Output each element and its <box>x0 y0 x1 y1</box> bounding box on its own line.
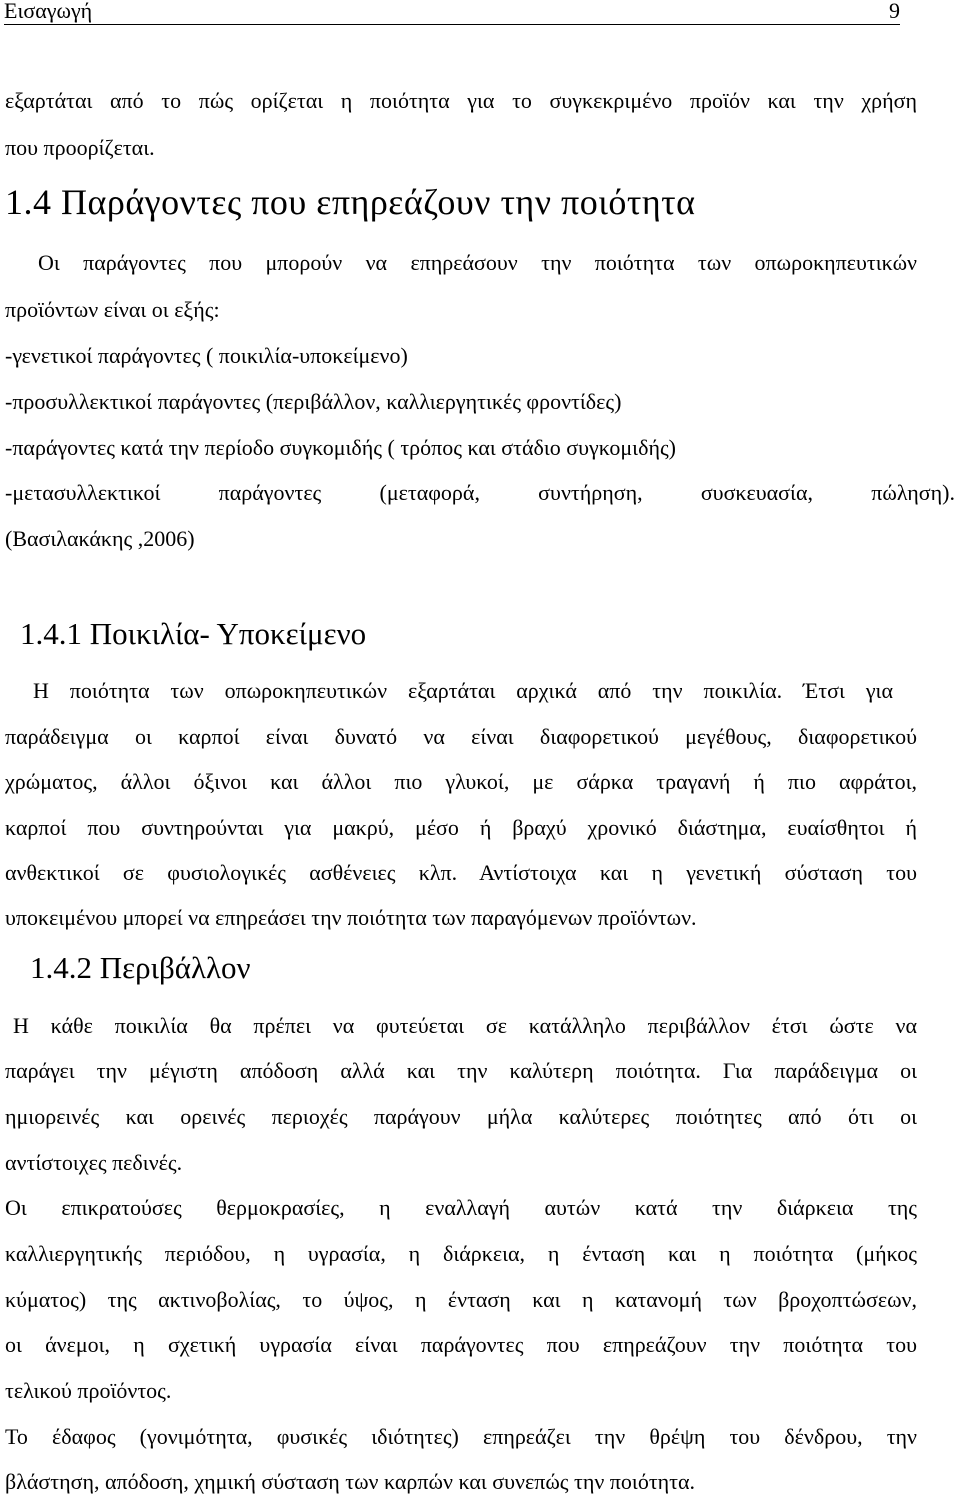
section-1-4-2-line-11: βλάστηση, απόδοση, χημική σύσταση των καρπών και συνεπώς την ποιότητα. <box>5 1469 696 1494</box>
section-1-4-1-line-6: υποκειμένου μπορεί να επηρεάσει την ποιότητα των παραγόμενων προϊόντων. <box>5 905 697 930</box>
section-1-4-1-line-3: χρώματος, άλλοι όξινοι και άλλοι πιο γλυκοί, με σάρκα τραγανή ή πιο αφράτοι, <box>5 769 917 794</box>
section-1-4-2-line-10: Το έδαφος (γονιμότητα, φυσικές ιδιότητες) επηρεάζει την θρέψη του δένδρου, την <box>5 1424 917 1449</box>
section-1-4-line-5: -παράγοντες κατά την περίοδο συγκομιδής ( τρόπος και στάδιο συγκομιδής) <box>5 435 676 460</box>
section-1-4-2-heading: 1.4.2 Περιβάλλον <box>30 950 251 985</box>
section-1-4-1-heading: 1.4.1 Ποικιλία- Υποκείμενο <box>20 616 367 651</box>
section-1-4-line-6: -μετασυλλεκτικοί παράγοντες (μεταφορά, συντήρηση, συσκευασία, πώληση). <box>5 480 955 505</box>
section-1-4-citation: (Βασιλακάκης ,2006) <box>5 526 195 551</box>
section-1-4-2-line-8: οι άνεμοι, η σχετική υγρασία είναι παράγοντες που επηρεάζουν την ποιότητα του <box>5 1332 917 1357</box>
section-1-4-line-4: -προσυλλεκτικοί παράγοντες (περιβάλλον, καλλιεργητικές φροντίδες) <box>5 389 622 414</box>
section-1-4-2-line-9: τελικού προϊόντος. <box>5 1378 172 1403</box>
section-1-4-2-line-2: παράγει την μέγιστη απόδοση αλλά και την καλύτερη ποιότητα. Για παράδειγμα οι <box>5 1058 917 1083</box>
section-1-4-2-line-4: αντίστοιχες πεδινές. <box>5 1150 183 1175</box>
section-1-4-2-line-6: καλλιεργητικής περιόδου, η υγρασία, η διάρκεια, η ένταση και η ποιότητα (μήκος <box>5 1241 917 1266</box>
section-1-4-1-line-4: καρποί που συντηρούνται για μακρύ, μέσο ή βραχύ χρονικό διάστημα, ευαίσθητοι ή <box>5 815 917 840</box>
section-1-4-line-1: Οι παράγοντες που μπορούν να επηρεάσουν την ποιότητα των οπωροκηπευτικών <box>38 250 917 275</box>
section-1-4-line-2: προϊόντων είναι οι εξής: <box>5 297 220 322</box>
intro-line-1: εξαρτάται από το πώς ορίζεται η ποιότητα για το συγκεκριμένο προϊόν και την χρήση <box>5 88 917 113</box>
section-1-4-line-3: -γενετικοί παράγοντες ( ποικιλία-υποκείμενο) <box>5 343 408 368</box>
section-1-4-heading: 1.4 Παράγοντες που επηρεάζουν την ποιότητα <box>5 182 696 222</box>
section-1-4-2-line-3: ημιορεινές και ορεινές περιοχές παράγουν μήλα καλύτερες ποιότητες από ότι οι <box>5 1104 917 1129</box>
chapter-title: Εισαγωγή <box>4 0 93 23</box>
section-1-4-1-line-1: Η ποιότητα των οπωροκηπευτικών εξαρτάται αρχικά από την ποικιλία. Έτσι για <box>33 678 893 703</box>
section-1-4-2-line-5: Οι επικρατούσες θερμοκρασίες, η εναλλαγή αυτών κατά την διάρκεια της <box>5 1195 917 1220</box>
intro-line-2: που προορίζεται. <box>5 135 155 160</box>
section-1-4-1-line-2: παράδειγμα οι καρποί είναι δυνατό να είναι διαφορετικού μεγέθους, διαφορετικού <box>5 724 917 749</box>
section-1-4-2-line-7: κύματος) της ακτινοβολίας, το ύψος, η ένταση και η κατανομή των βροχοπτώσεων, <box>5 1287 917 1312</box>
section-1-4-1-line-5: ανθεκτικοί σε φυσιολογικές ασθένειες κλπ. Αντίστοιχα και η γενετική σύσταση του <box>5 860 917 885</box>
section-1-4-2-line-1: Η κάθε ποικιλία θα πρέπει να φυτεύεται σε κατάλληλο περιβάλλον έτσι ώστε να <box>13 1013 917 1038</box>
running-header <box>4 0 900 25</box>
page-number: 9 <box>889 0 900 23</box>
